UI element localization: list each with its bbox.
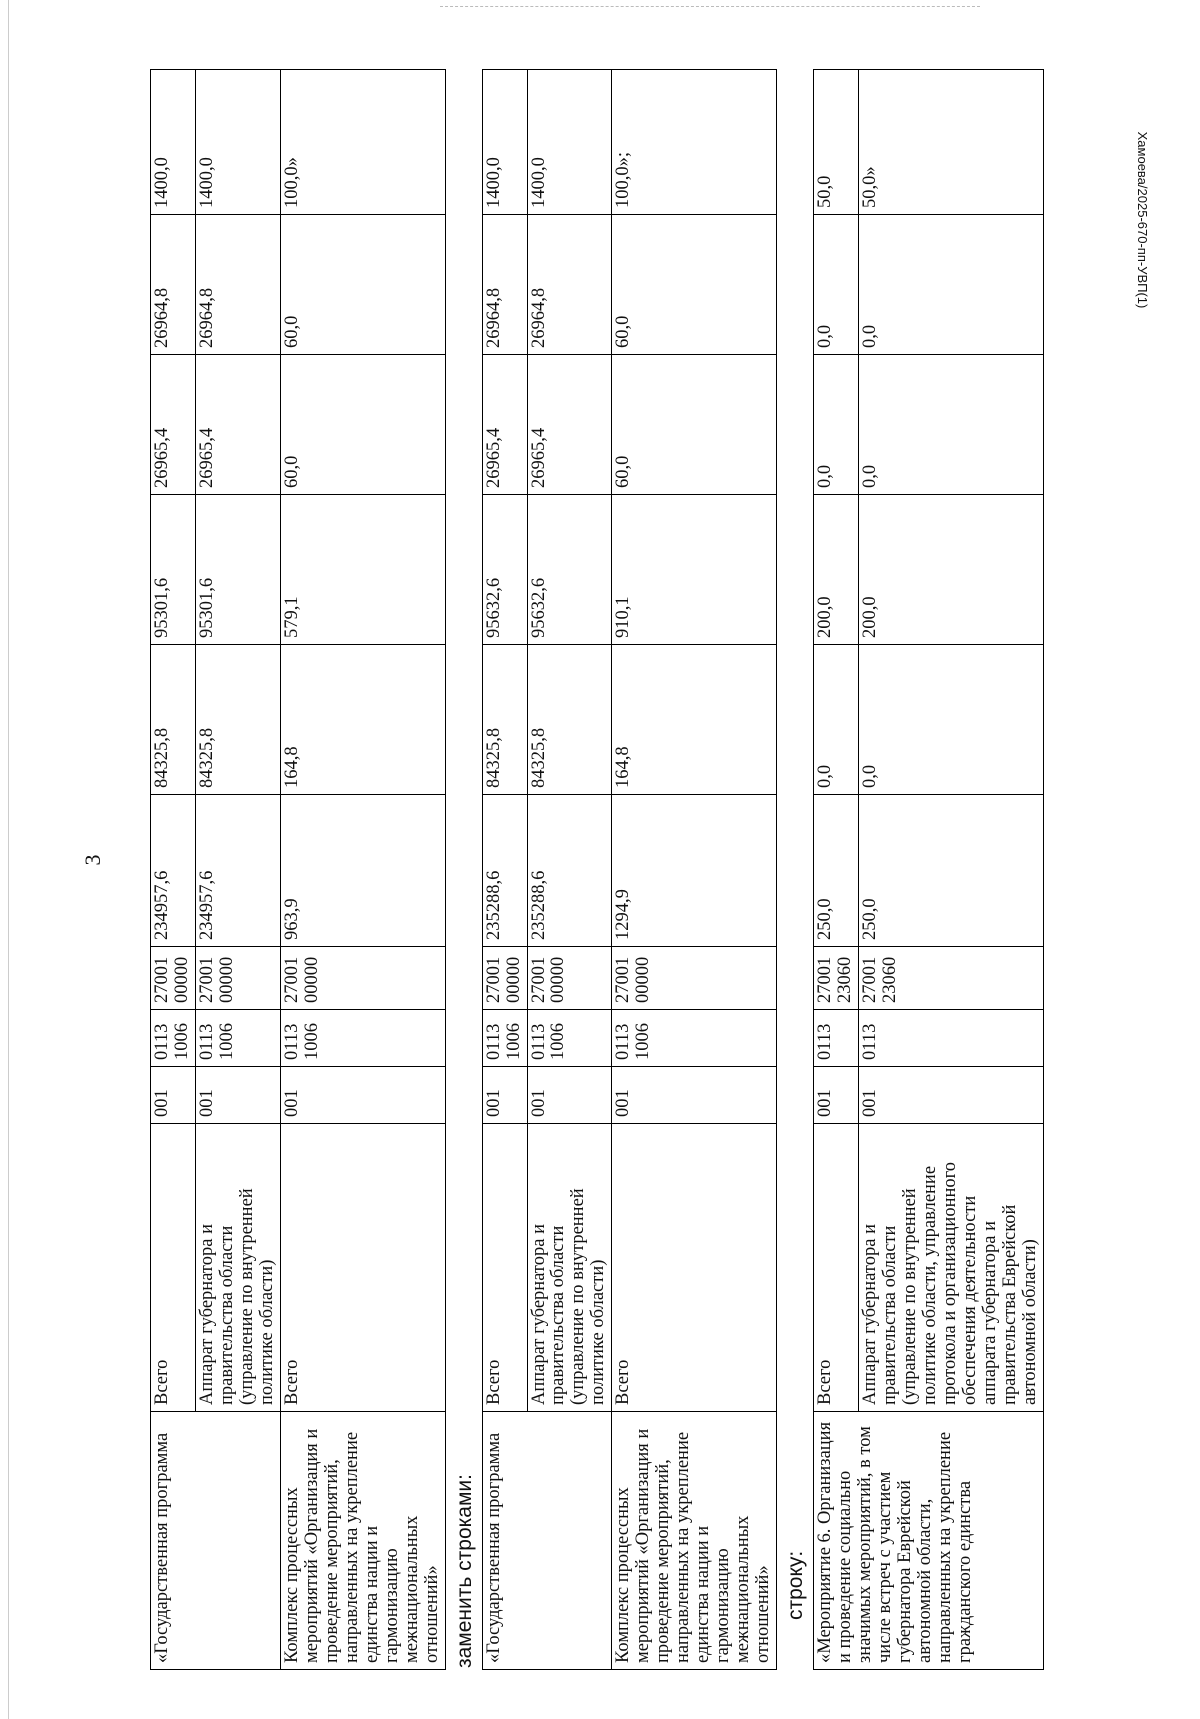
section-cell: 0113 1006 [280, 1010, 445, 1067]
target-cell: 27001 23060 [859, 947, 1044, 1010]
document-code-text: Хамоева/2025-670-пп-УВП(1) [1135, 131, 1150, 309]
scan-top-line [440, 6, 980, 7]
table-row [151, 70, 196, 1670]
table-original-rows [150, 69, 446, 1670]
value-cell: 234957,6 [195, 795, 280, 947]
section-cell: 0113 1006 [482, 1010, 527, 1067]
section-cell: 0113 1006 [612, 1010, 777, 1067]
value-cell: 26965,4 [527, 355, 612, 495]
value-cell: 200,0 [859, 495, 1044, 645]
section-cell: 0113 1006 [195, 1010, 280, 1067]
target-cell: 27001 00000 [527, 947, 612, 1010]
value-cell: 963,9 [280, 795, 445, 947]
executor-cell: Всего [280, 1124, 445, 1412]
table-row [814, 70, 859, 1670]
code-cell: 001 [859, 1067, 1044, 1124]
value-cell: 84325,8 [151, 645, 196, 795]
table-row [280, 70, 445, 1670]
value-cell: 50,0 [814, 70, 859, 215]
section-cell: 0113 [814, 1010, 859, 1067]
value-cell: 1294,9 [612, 795, 777, 947]
value-cell: 60,0 [612, 355, 777, 495]
table-row [482, 70, 527, 1670]
program-name-cell: «Государственная программа [482, 1412, 612, 1670]
section-cell: 0113 1006 [527, 1010, 612, 1067]
code-cell: 001 [280, 1067, 445, 1124]
target-cell: 27001 00000 [612, 947, 777, 1010]
executor-cell: Всего [151, 1124, 196, 1412]
executor-cell: Аппарат губернатора и правительства области (управление по внутренней политике области, управление протокола и организационного обеспечения деятельности аппарата губернатора и правительства Еврейской автономной области) [859, 1124, 1044, 1412]
value-cell: 0,0 [859, 645, 1044, 795]
value-cell: 1400,0 [151, 70, 196, 215]
target-cell: 27001 00000 [195, 947, 280, 1010]
value-cell: 1400,0 [527, 70, 612, 215]
value-cell: 84325,8 [527, 645, 612, 795]
rotated-content [150, 70, 1090, 1670]
value-cell: 100,0» [280, 70, 445, 215]
value-cell: 910,1 [612, 495, 777, 645]
table-row [612, 70, 777, 1670]
value-cell: 100,0»; [612, 70, 777, 215]
value-cell: 1400,0 [195, 70, 280, 215]
scan-edge-line [8, 0, 9, 1719]
value-cell: 60,0 [280, 215, 445, 355]
target-cell: 27001 00000 [482, 947, 527, 1010]
executor-cell: Всего [814, 1124, 859, 1412]
code-cell: 001 [151, 1067, 196, 1124]
section-cell: 0113 1006 [151, 1010, 196, 1067]
value-cell: 26964,8 [527, 215, 612, 355]
value-cell: 84325,8 [195, 645, 280, 795]
value-cell: 26965,4 [151, 355, 196, 495]
code-cell: 001 [195, 1067, 280, 1124]
program-name-cell: «Государственная программа [151, 1412, 281, 1670]
value-cell: 0,0 [859, 215, 1044, 355]
row-caption: строку: [784, 1550, 808, 1620]
value-cell: 235288,6 [527, 795, 612, 947]
value-cell: 50,0» [859, 70, 1044, 215]
value-cell: 1400,0 [482, 70, 527, 215]
value-cell: 60,0 [612, 215, 777, 355]
program-name-cell: Комплекс процессных мероприятий «Организация и проведение мероприятий, направленных на укрепление единства нации и гармонизацию межнациональных отношений» [280, 1412, 445, 1670]
value-cell: 164,8 [612, 645, 777, 795]
code-cell: 001 [482, 1067, 527, 1124]
table-replacement-rows [482, 69, 778, 1670]
value-cell: 235288,6 [482, 795, 527, 947]
target-cell: 27001 00000 [151, 947, 196, 1010]
value-cell: 234957,6 [151, 795, 196, 947]
value-cell: 250,0 [814, 795, 859, 947]
program-name-cell: «Мероприятие 6. Организация и проведение социально значимых мероприятий, в том числе встреч с участием губернатора Еврейской автономной области, направленных на укрепление гражданского единства [814, 1412, 1044, 1670]
value-cell: 26965,4 [482, 355, 527, 495]
value-cell: 26964,8 [195, 215, 280, 355]
section-cell: 0113 [859, 1010, 1044, 1067]
code-cell: 001 [814, 1067, 859, 1124]
executor-cell: Аппарат губернатора и правительства области (управление по внутренней политике области) [527, 1124, 612, 1412]
executor-cell: Аппарат губернатора и правительства области (управление по внутренней политике области) [195, 1124, 280, 1412]
value-cell: 164,8 [280, 645, 445, 795]
target-cell: 27001 00000 [280, 947, 445, 1010]
table-event-row [813, 69, 1044, 1670]
value-cell: 579,1 [280, 495, 445, 645]
value-cell: 0,0 [814, 645, 859, 795]
executor-cell: Всего [482, 1124, 527, 1412]
document-code [1126, 70, 1150, 370]
value-cell: 95632,6 [482, 495, 527, 645]
target-cell: 27001 23060 [814, 947, 859, 1010]
code-cell: 001 [527, 1067, 612, 1124]
value-cell: 26965,4 [195, 355, 280, 495]
value-cell: 95632,6 [527, 495, 612, 645]
value-cell: 95301,6 [195, 495, 280, 645]
executor-cell: Всего [612, 1124, 777, 1412]
value-cell: 0,0 [859, 355, 1044, 495]
value-cell: 0,0 [814, 355, 859, 495]
value-cell: 26964,8 [482, 215, 527, 355]
value-cell: 200,0 [814, 495, 859, 645]
page-number: 3 [80, 854, 105, 866]
value-cell: 60,0 [280, 355, 445, 495]
code-cell: 001 [612, 1067, 777, 1124]
program-name-cell: Комплекс процессных мероприятий «Организация и проведение мероприятий, направленных на укрепление единства нации и гармонизацию межнациональных отношений» [612, 1412, 777, 1670]
value-cell: 26964,8 [151, 215, 196, 355]
value-cell: 95301,6 [151, 495, 196, 645]
value-cell: 0,0 [814, 215, 859, 355]
value-cell: 250,0 [859, 795, 1044, 947]
value-cell: 84325,8 [482, 645, 527, 795]
replace-caption: заменить строками: [452, 1474, 476, 1668]
